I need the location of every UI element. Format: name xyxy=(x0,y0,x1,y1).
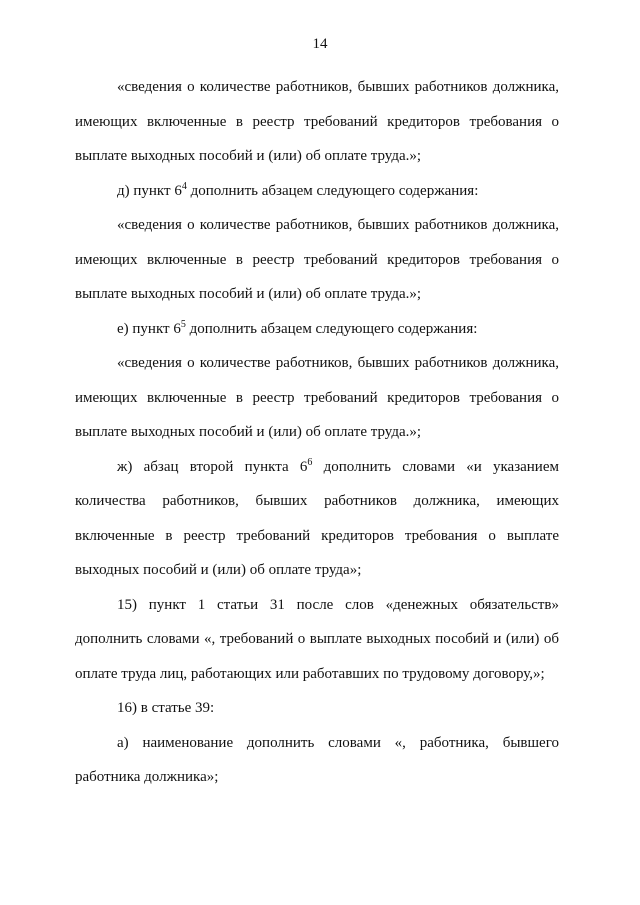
paragraph-item-d-post: дополнить абзацем следующего содержания: xyxy=(186,182,479,199)
paragraph-item-e-pre: е) пункт 6 xyxy=(117,320,181,337)
paragraph-item-a: а) наименование дополнить словами «, работника, бывшего работника должника»; xyxy=(75,734,559,785)
paragraph-item-zh-sup: 6 xyxy=(307,456,313,468)
paragraph-item-e-post: дополнить абзацем следующего содержания: xyxy=(185,320,478,337)
paragraph-item-16: 16) в статье 39: xyxy=(117,700,215,716)
paragraph-quote-3: «сведения о количестве работников, бывших работников должника, имеющих включенные в реестр требований кредиторов требования о выплате выходных пособий и (или) об оплате труда.»; xyxy=(75,355,559,440)
paragraph-quote-2: «сведения о количестве работников, бывших работников должника, имеющих включенные в реестр требований кредиторов требования о выплате выходных пособий и (или) об оплате труда.»; xyxy=(75,217,559,302)
page-number: 14 xyxy=(312,36,328,52)
paragraph-item-d-pre: д) пункт 6 xyxy=(117,182,182,199)
paragraph-item-zh-pre: ж) абзац второй пункта 6 xyxy=(117,458,308,475)
paragraph-item-zh-post: дополнить словами «и указанием количества работников, бывших работников должника, имеющих включенные в реестр требований кредиторов требования о выплате выходных пособий и (или) об оплате труда»; xyxy=(75,458,559,578)
paragraph-item-zh xyxy=(75,450,559,588)
document-body xyxy=(75,70,559,795)
paragraph-item-e xyxy=(75,312,559,347)
paragraph-item-d xyxy=(75,174,559,209)
paragraph-item-d-sup: 4 xyxy=(181,180,187,192)
paragraph-quote-1: «сведения о количестве работников, бывших работников должника, имеющих включенные в реестр требований кредиторов требования о выплате выходных пособий и (или) об оплате труда.»; xyxy=(75,79,559,164)
paragraph-item-e-sup: 5 xyxy=(180,318,186,330)
paragraph-item-15: 15) пункт 1 статьи 31 после слов «денежных обязательств» дополнить словами «, требований о выплате выходных пособий и (или) об оплате труда лиц, работающих или работавших по трудовому договору,»; xyxy=(75,596,559,682)
